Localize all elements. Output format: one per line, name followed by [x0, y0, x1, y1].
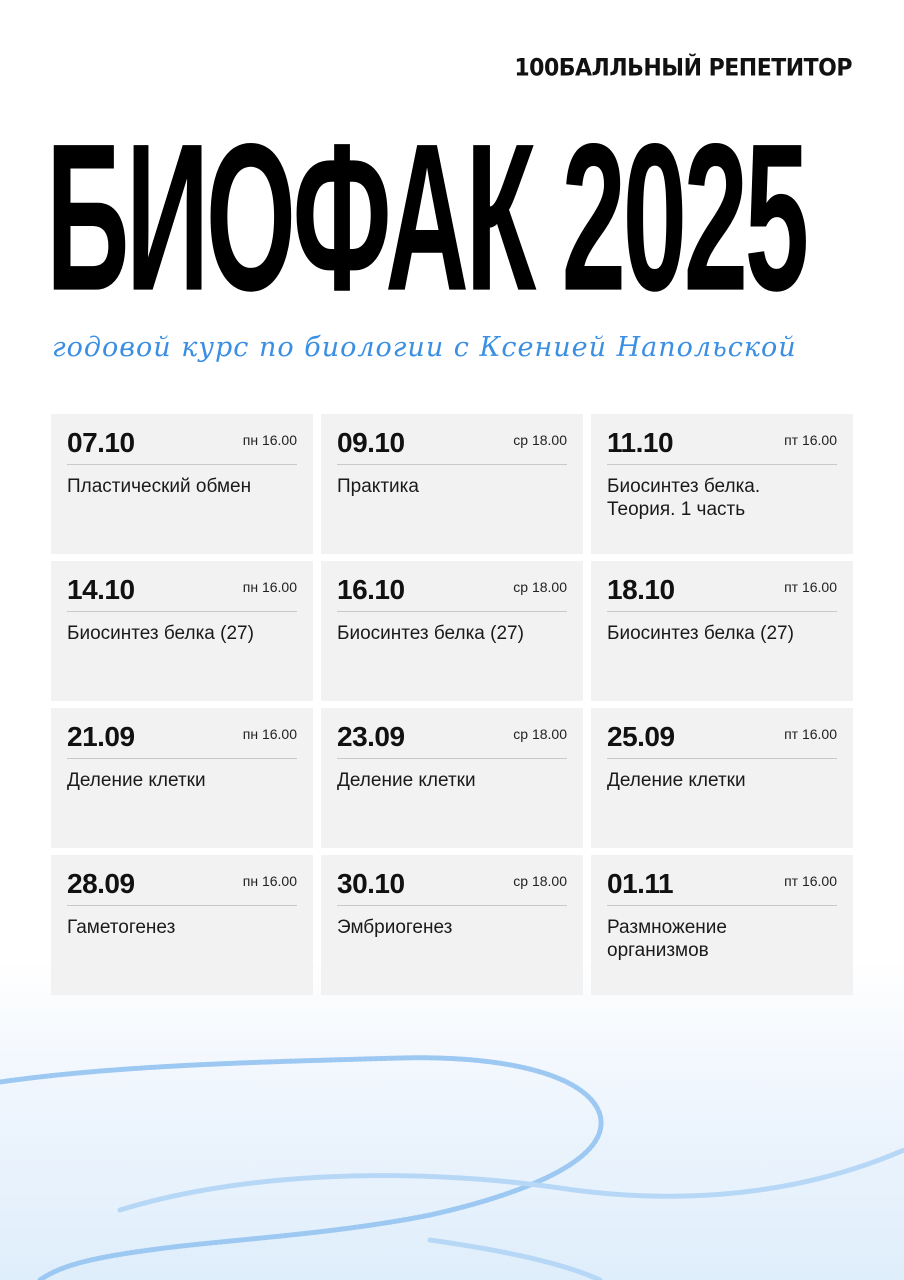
- lesson-topic: Биосинтез белка (27): [607, 623, 794, 644]
- lesson-time: ср 18.00: [513, 432, 567, 448]
- lesson-time: пн 16.00: [242, 873, 297, 889]
- lesson-topic: Биосинтез белка (27): [67, 623, 254, 644]
- lesson-topic: Размножение организмов: [607, 917, 727, 961]
- lesson-topic: Эмбриогенез: [337, 917, 453, 938]
- lesson-date: 21.09: [67, 721, 135, 752]
- lesson-date: 09.10: [337, 427, 405, 458]
- lesson-time: пт 16.00: [784, 579, 837, 595]
- lesson-time: пн 16.00: [242, 432, 297, 448]
- lesson-date: 16.10: [337, 574, 405, 605]
- lesson-card: [51, 414, 313, 554]
- lesson-date: 07.10: [67, 427, 135, 458]
- lesson-time: ср 18.00: [513, 726, 567, 742]
- lesson-time: пн 16.00: [242, 579, 297, 595]
- lesson-topic: Биосинтез белка. Теория. 1 часть: [607, 476, 761, 520]
- lesson-card: [51, 708, 313, 848]
- lesson-date: 01.11: [607, 868, 674, 899]
- lesson-topic: Гаметогенез: [67, 917, 176, 938]
- lesson-card: [591, 708, 853, 848]
- lesson-date: 25.09: [607, 721, 675, 752]
- lesson-time: пт 16.00: [784, 432, 837, 448]
- lesson-card: [321, 414, 583, 554]
- lesson-date: 23.09: [337, 721, 405, 752]
- lesson-date: 14.10: [67, 574, 135, 605]
- lesson-time: пн 16.00: [242, 726, 297, 742]
- lesson-topic: Деление клетки: [607, 770, 746, 791]
- lesson-topic: Деление клетки: [337, 770, 476, 791]
- lesson-card: [591, 414, 853, 554]
- lesson-topic: Деление клетки: [67, 770, 206, 791]
- lesson-time: ср 18.00: [513, 873, 567, 889]
- lesson-topic: Пластический обмен: [67, 476, 252, 497]
- lesson-date: 28.09: [67, 868, 135, 899]
- brand-logo: 100БАЛЛЬНЫЙ РЕПЕТИТОР: [514, 54, 852, 83]
- page-title: БИОФАК 2025: [46, 100, 806, 335]
- lesson-time: пт 16.00: [784, 726, 837, 742]
- lesson-time: пт 16.00: [784, 873, 837, 889]
- lesson-topic: Биосинтез белка (27): [337, 623, 524, 644]
- lesson-topic: Практика: [337, 476, 419, 497]
- lesson-date: 30.10: [337, 868, 405, 899]
- page-subtitle: годовой курс по биологии с Ксенией Напольской: [52, 332, 797, 363]
- lesson-card: [321, 855, 583, 995]
- lesson-card: [591, 855, 853, 995]
- lesson-date: 11.10: [607, 427, 674, 458]
- lesson-card: [321, 561, 583, 701]
- lesson-card: [591, 561, 853, 701]
- lesson-time: ср 18.00: [513, 579, 567, 595]
- lesson-card: [321, 708, 583, 848]
- lesson-card: [51, 561, 313, 701]
- schedule-grid: [51, 414, 853, 995]
- lesson-date: 18.10: [607, 574, 675, 605]
- lesson-card: [51, 855, 313, 995]
